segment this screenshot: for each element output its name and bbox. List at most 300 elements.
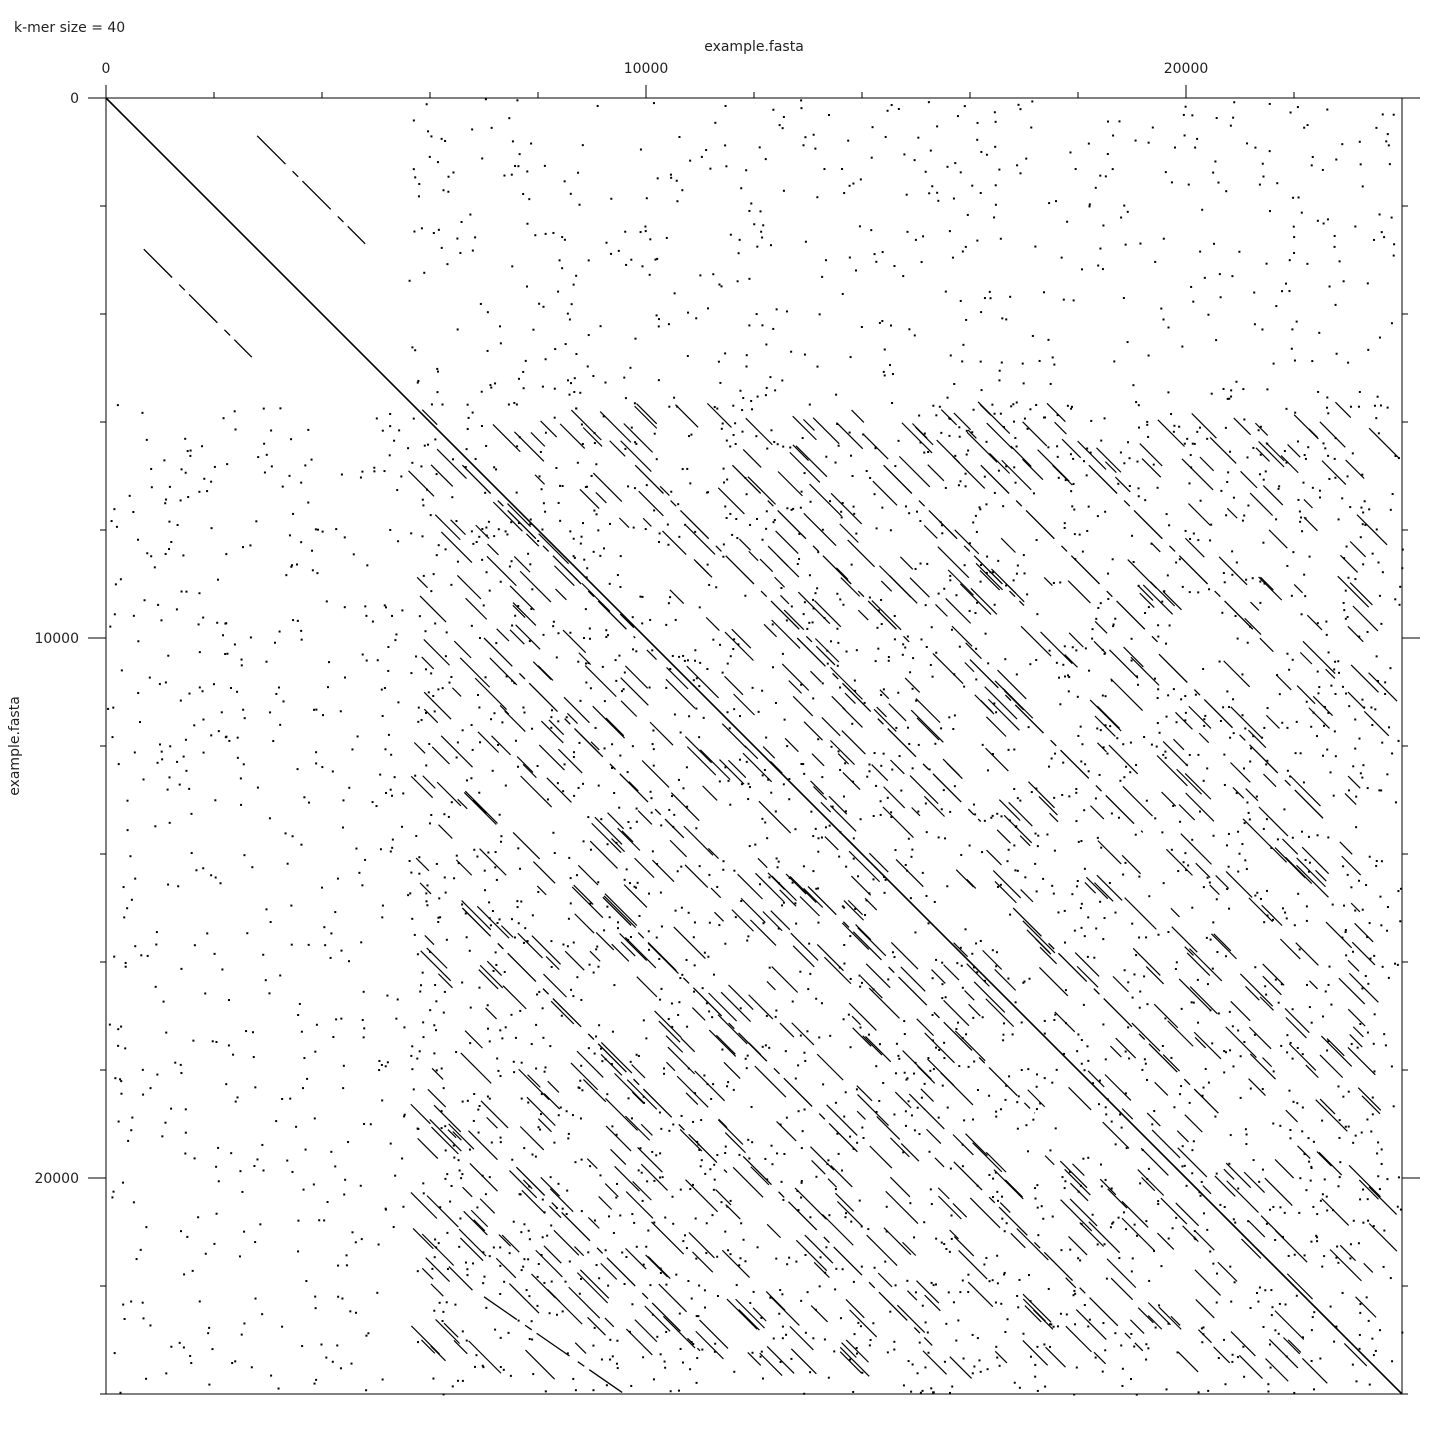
match-dot	[1288, 1090, 1290, 1092]
match-dot	[665, 1284, 667, 1286]
match-fragment	[703, 786, 718, 801]
match-dot	[434, 710, 436, 712]
match-fragment	[474, 1220, 485, 1231]
match-dot	[976, 602, 978, 604]
match-dot	[218, 730, 220, 732]
match-dot	[1063, 299, 1065, 301]
match-dot	[1098, 1103, 1100, 1105]
match-dot	[256, 1158, 258, 1160]
match-dot	[1037, 835, 1039, 837]
match-dot	[1345, 929, 1347, 931]
match-dot	[688, 435, 690, 437]
match-dot	[659, 1177, 661, 1179]
match-dot	[736, 537, 738, 539]
match-dot	[1013, 579, 1015, 581]
match-dot	[1171, 849, 1173, 851]
match-dot	[733, 708, 735, 710]
match-dot	[1358, 406, 1360, 408]
match-dot	[318, 1219, 320, 1221]
match-dot	[1086, 1045, 1088, 1047]
match-dot	[946, 885, 948, 887]
match-dot	[1170, 413, 1172, 415]
match-fragment	[1181, 834, 1212, 865]
match-dot	[1372, 1113, 1374, 1115]
match-dot	[511, 560, 513, 562]
match-dot	[497, 922, 499, 924]
match-fragment	[642, 760, 669, 787]
match-dot	[145, 1378, 147, 1380]
match-dot	[835, 394, 837, 396]
match-dot	[813, 134, 815, 136]
match-dot	[953, 198, 955, 200]
match-dot	[589, 964, 591, 966]
match-dot	[1384, 681, 1386, 683]
match-dot	[395, 1018, 397, 1020]
match-dot	[1288, 290, 1290, 292]
match-dot	[994, 492, 996, 494]
match-dot	[1158, 1304, 1160, 1306]
match-dot	[146, 552, 148, 554]
match-dot	[1296, 321, 1298, 323]
match-dot	[800, 507, 802, 509]
match-dot	[1386, 1178, 1388, 1180]
match-dot	[549, 1045, 551, 1047]
match-dot	[815, 828, 817, 830]
match-dot	[580, 1065, 582, 1067]
match-dot	[769, 376, 771, 378]
match-dot	[1214, 160, 1216, 162]
match-dot	[473, 849, 475, 851]
match-dot	[798, 533, 800, 535]
match-dot	[1365, 975, 1367, 977]
match-dot	[241, 664, 243, 666]
match-dot	[1289, 1129, 1291, 1131]
match-dot	[279, 407, 281, 409]
match-fragment	[513, 832, 540, 859]
match-dot	[1102, 1371, 1104, 1373]
match-dot	[615, 1197, 617, 1199]
match-dot	[670, 177, 672, 179]
match-dot	[131, 1117, 133, 1119]
match-dot	[695, 708, 697, 710]
match-dot	[1190, 286, 1192, 288]
match-dot	[854, 680, 856, 682]
match-dot	[951, 1214, 953, 1216]
match-dot	[542, 1007, 544, 1009]
match-dot	[1157, 1203, 1159, 1205]
match-dot	[989, 291, 991, 293]
match-dot	[1125, 1228, 1127, 1230]
match-fragment	[457, 575, 481, 599]
match-dot	[1324, 447, 1326, 449]
match-dot	[1123, 1211, 1125, 1213]
match-dot	[630, 827, 632, 829]
match-dot	[806, 628, 808, 630]
match-dot	[419, 991, 421, 993]
match-fragment	[1352, 942, 1375, 965]
match-dot	[493, 535, 495, 537]
match-dot	[1232, 1025, 1234, 1027]
match-dot	[531, 728, 533, 730]
match-dot	[965, 485, 967, 487]
match-dot	[154, 566, 156, 568]
match-dot	[801, 1147, 803, 1149]
match-dot	[1393, 1105, 1395, 1107]
match-dot	[734, 422, 736, 424]
match-dot	[365, 615, 367, 617]
match-dot	[527, 553, 529, 555]
match-dot	[161, 758, 163, 760]
match-dot	[1286, 653, 1288, 655]
match-dot	[1151, 1123, 1153, 1125]
match-dot	[407, 447, 409, 449]
match-dot	[513, 1071, 515, 1073]
match-dot	[1097, 265, 1099, 267]
match-dot	[317, 529, 319, 531]
match-dot	[1109, 725, 1111, 727]
match-dot	[1310, 1180, 1312, 1182]
match-dot	[1018, 1095, 1020, 1097]
match-dot	[1359, 1198, 1361, 1200]
match-fragment	[751, 1167, 769, 1185]
match-dot	[880, 694, 882, 696]
match-dot	[805, 241, 807, 243]
match-dot	[634, 441, 636, 443]
match-fragment	[707, 403, 731, 427]
match-dot	[697, 1144, 699, 1146]
match-dot	[305, 1149, 307, 1151]
match-dot	[1401, 1332, 1403, 1334]
match-dot	[820, 1256, 822, 1258]
match-dot	[624, 879, 626, 881]
match-dot	[1237, 1188, 1239, 1190]
match-dot	[1044, 1020, 1046, 1022]
match-dot	[762, 922, 764, 924]
match-dot	[800, 107, 802, 109]
match-dot	[390, 1143, 392, 1145]
match-dot	[738, 252, 740, 254]
match-dot	[1359, 141, 1361, 143]
match-fragment	[775, 577, 785, 587]
match-dot	[1001, 1196, 1003, 1198]
match-dot	[841, 168, 843, 170]
match-dot	[1253, 1159, 1255, 1161]
match-fragment	[422, 657, 434, 669]
match-dot	[856, 1353, 858, 1355]
match-dot	[962, 251, 964, 253]
match-dot	[426, 103, 428, 105]
match-dot	[1053, 582, 1055, 584]
match-dot	[1107, 598, 1109, 600]
match-dot	[603, 547, 605, 549]
match-dot	[790, 351, 792, 353]
match-dot	[167, 789, 169, 791]
match-dot	[557, 720, 559, 722]
match-dot	[971, 185, 973, 187]
match-dot	[1369, 856, 1371, 858]
match-dot	[372, 621, 374, 623]
match-dot	[1307, 446, 1309, 448]
match-dot	[505, 785, 507, 787]
match-dot	[1345, 590, 1347, 592]
match-dot	[963, 1357, 965, 1359]
match-dot	[936, 125, 938, 127]
match-dot	[1173, 425, 1175, 427]
match-fragment	[1211, 934, 1236, 959]
match-dot	[1020, 172, 1022, 174]
match-dot	[150, 1087, 152, 1089]
match-dot	[501, 721, 503, 723]
match-fragment	[1287, 1274, 1312, 1299]
match-dot	[545, 233, 547, 235]
match-dot	[452, 458, 454, 460]
match-dot	[1016, 401, 1018, 403]
match-dot	[961, 360, 963, 362]
match-dot	[860, 1325, 862, 1327]
match-dot	[1123, 776, 1125, 778]
match-fragment	[1095, 621, 1107, 633]
match-dot	[953, 1301, 955, 1303]
match-dot	[1319, 490, 1321, 492]
match-fragment	[1185, 538, 1204, 557]
match-dot	[1204, 715, 1206, 717]
match-dot	[772, 109, 774, 111]
match-dot	[305, 1280, 307, 1282]
match-dot	[690, 434, 692, 436]
match-dot	[764, 769, 766, 771]
match-dot	[1105, 175, 1107, 177]
match-dot	[1259, 473, 1261, 475]
match-dot	[997, 886, 999, 888]
match-dot	[1250, 1307, 1252, 1309]
match-dot	[1055, 1127, 1057, 1129]
match-dot	[726, 517, 728, 519]
match-dot	[1044, 1077, 1046, 1079]
match-dot	[706, 1002, 708, 1004]
match-dot	[1224, 581, 1226, 583]
match-dot	[1112, 1221, 1114, 1223]
match-dot	[1379, 1188, 1381, 1190]
match-fragment	[829, 796, 847, 814]
match-fragment	[986, 717, 1006, 737]
match-dot	[1095, 618, 1097, 620]
match-dot	[228, 999, 230, 1001]
match-dot	[524, 927, 526, 929]
match-dot	[607, 634, 609, 636]
match-dot	[1124, 969, 1126, 971]
match-fragment	[1326, 669, 1335, 678]
match-fragment	[743, 753, 772, 782]
match-dot	[1076, 885, 1078, 887]
match-dot	[127, 829, 129, 831]
match-dot	[927, 1331, 929, 1333]
match-fragment	[1095, 716, 1115, 736]
match-dot	[1240, 1055, 1242, 1057]
match-fragment	[1021, 626, 1051, 656]
match-fragment	[638, 811, 652, 825]
match-dot	[765, 158, 767, 160]
match-fragment	[1245, 618, 1261, 634]
match-fragment	[947, 763, 962, 778]
match-dot	[185, 1132, 187, 1134]
match-dot	[1100, 729, 1102, 731]
match-dot	[648, 930, 650, 932]
repeat-match-line	[743, 1156, 932, 1345]
match-dot	[1262, 163, 1264, 165]
match-dot	[1225, 1383, 1227, 1385]
match-dot	[994, 111, 996, 113]
match-dot	[897, 1055, 899, 1057]
match-dot	[1206, 1229, 1208, 1231]
match-dot	[935, 1238, 937, 1240]
match-dot	[689, 1188, 691, 1190]
match-fragment	[1364, 711, 1389, 736]
match-dot	[1012, 403, 1014, 405]
match-dot	[733, 1089, 735, 1091]
match-fragment	[1122, 1218, 1154, 1250]
match-dot	[836, 593, 838, 595]
match-dot	[364, 859, 366, 861]
match-dot	[713, 1189, 715, 1191]
match-dot	[885, 879, 887, 881]
match-dot	[1156, 746, 1158, 748]
match-fragment	[851, 876, 870, 895]
match-fragment	[588, 1217, 599, 1228]
match-dot	[573, 756, 575, 758]
match-fragment	[1348, 960, 1359, 971]
match-dot	[1230, 396, 1232, 398]
match-dot	[1139, 1007, 1141, 1009]
match-dot	[1266, 760, 1268, 762]
match-dot	[447, 191, 449, 193]
match-dot	[979, 508, 981, 510]
match-dot	[183, 1346, 185, 1348]
match-dot	[1286, 1051, 1288, 1053]
match-dot	[197, 1216, 199, 1218]
match-fragment	[843, 772, 860, 789]
match-dot	[828, 1377, 830, 1379]
match-dot	[1102, 694, 1104, 696]
match-dot	[418, 195, 420, 197]
match-dot	[762, 224, 764, 226]
match-dot	[890, 811, 892, 813]
match-dot	[999, 370, 1001, 372]
match-dot	[518, 1320, 520, 1322]
match-dot	[1087, 916, 1089, 918]
match-dot	[768, 876, 770, 878]
match-dot	[1201, 1341, 1203, 1343]
match-dot	[1016, 573, 1018, 575]
match-fragment	[496, 1258, 516, 1278]
match-dot	[1100, 1164, 1102, 1166]
match-dot	[433, 1310, 435, 1312]
match-dot	[1110, 1226, 1112, 1228]
match-dot	[1154, 261, 1156, 263]
match-dot	[1371, 724, 1373, 726]
match-fragment	[897, 1305, 924, 1332]
match-dot	[161, 1135, 163, 1137]
match-dot	[1024, 572, 1026, 574]
match-dot	[1036, 613, 1038, 615]
match-fragment	[493, 424, 520, 451]
match-dot	[930, 1188, 932, 1190]
match-fragment	[966, 1134, 988, 1156]
match-dot	[1242, 1346, 1244, 1348]
match-dot	[380, 848, 382, 850]
match-dot	[1234, 1222, 1236, 1224]
match-dot	[1157, 487, 1159, 489]
match-dot	[786, 1263, 788, 1265]
match-dot	[508, 1332, 510, 1334]
match-dot	[213, 683, 215, 685]
match-dot	[230, 1152, 232, 1154]
match-dot	[868, 1034, 870, 1036]
match-dot	[1157, 1200, 1159, 1202]
match-dot	[1059, 703, 1061, 705]
match-dot	[885, 136, 887, 138]
match-dot	[393, 1226, 395, 1228]
match-dot	[1285, 408, 1287, 410]
match-fragment	[572, 887, 603, 918]
match-fragment	[554, 1230, 579, 1255]
match-dot	[1049, 1323, 1051, 1325]
match-fragment	[1260, 997, 1273, 1010]
match-dot	[746, 493, 748, 495]
match-dot	[1102, 938, 1104, 940]
match-dot	[300, 482, 302, 484]
match-dot	[1113, 360, 1115, 362]
match-dot	[1284, 1212, 1286, 1214]
match-dot	[1214, 1116, 1216, 1118]
match-dot	[1376, 860, 1378, 862]
match-dot	[510, 1375, 512, 1377]
match-dot	[297, 1220, 299, 1222]
match-fragment	[1088, 1071, 1104, 1087]
match-dot	[1079, 534, 1081, 536]
match-dot	[961, 965, 963, 967]
match-dot	[1256, 892, 1258, 894]
match-fragment	[791, 1349, 816, 1374]
match-fragment	[666, 1036, 683, 1053]
match-dot	[782, 1199, 784, 1201]
match-dot	[995, 711, 997, 713]
match-dot	[940, 432, 942, 434]
match-dot	[1057, 911, 1059, 913]
match-dot	[706, 1222, 708, 1224]
match-dot	[619, 755, 621, 757]
match-dot	[450, 676, 452, 678]
match-fragment	[677, 1076, 708, 1107]
match-dot	[568, 1133, 570, 1135]
match-dot	[1049, 1346, 1051, 1348]
match-dot	[613, 984, 615, 986]
match-dot	[947, 1107, 949, 1109]
match-dot	[401, 1157, 403, 1159]
match-fragment	[578, 865, 598, 885]
match-dot	[143, 778, 145, 780]
match-fragment	[1282, 839, 1297, 854]
match-dot	[1083, 460, 1085, 462]
match-fragment	[1227, 508, 1237, 518]
match-dot	[636, 821, 638, 823]
match-dot	[1041, 1205, 1043, 1207]
match-dot	[949, 811, 951, 813]
match-dot	[1377, 396, 1379, 398]
match-dot	[656, 258, 658, 260]
match-dot	[1367, 349, 1369, 351]
match-dot	[815, 998, 817, 1000]
match-dot	[340, 1367, 342, 1369]
